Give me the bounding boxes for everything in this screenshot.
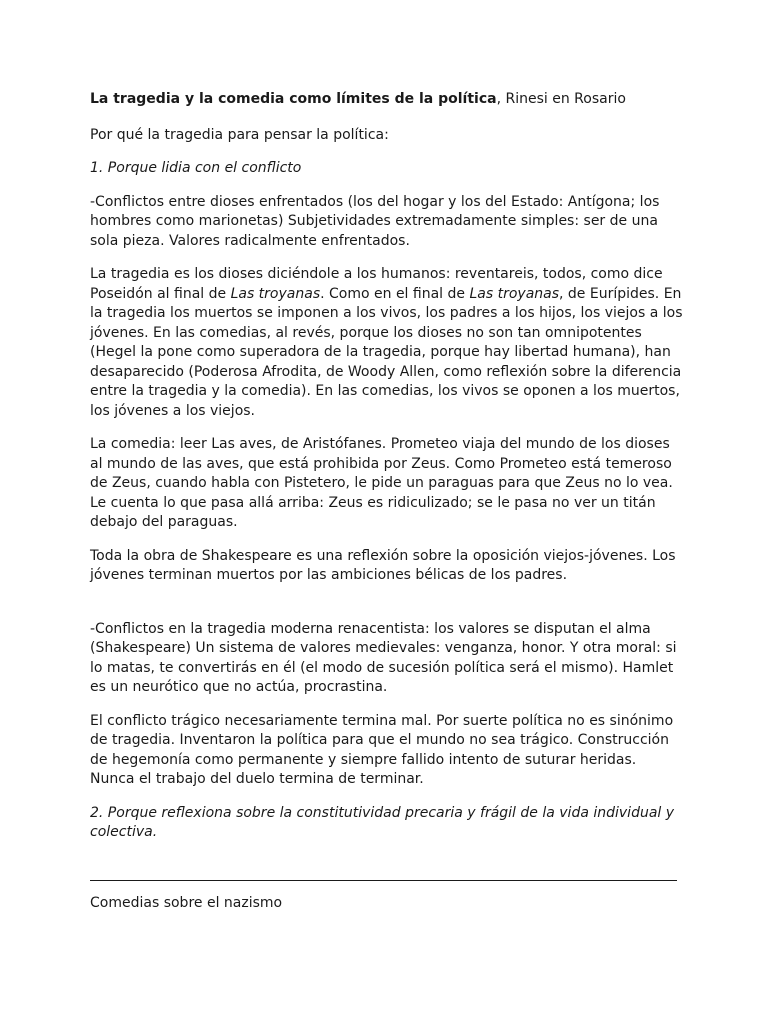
paragraph-6: El conflicto trágico necesariamente termina mal. Por suerte política no es sinónimo de tragedia. Inventaron la política para que el mundo no sea trágico. Construcción de hegemonía como permanente y siempre fallido intento de suturar heridas. Nunca el trabajo del duelo termina de terminar. — [90, 712, 674, 787]
paragraph-1: -Conflictos entre dioses enfrentados (los del hogar y los del Estado: Antígona; los hombres como marionetas) Subjetividades extremadamente simples: ser de una sola pieza. Valores radicalmente enfrentados. — [90, 193, 660, 249]
intro-paragraph: Por qué la tragedia para pensar la política: — [90, 126, 389, 143]
document-body — [90, 90, 685, 857]
footnote-text: Comedias sobre el nazismo — [90, 895, 283, 911]
paragraph-2-italic-2: Las troyanas — [469, 285, 560, 302]
paragraph-2-part-e: , de Eurípides. En la tragedia los muertos se imponen a los vivos, los padres a los hijos, los viejos a los jóvenes. En las comedias, al revés, porque los dioses no son tan omnipotentes (Hegel la pone como superadora de la tragedia, porque hay libertad humana), han desaparecido (Poderosa Afrodita, de Woody Allen, como reflexión sobre la diferencia entre la tragedia y la comedia). En las comedias, los vivos se oponen a los muertos, los jóvenes a los viejos. — [90, 285, 683, 419]
blank-line — [90, 600, 685, 620]
section-heading-2: 2. Porque reflexiona sobre la constitutividad precaria y frágil de la vida individual y colectiva. — [90, 804, 675, 840]
paragraph-2-part-c: . Como en el final de — [320, 285, 470, 302]
title-bold: La tragedia y la comedia como límites de la política — [90, 91, 497, 107]
paragraph-4: Toda la obra de Shakespeare es una reflexión sobre la oposición viejos-jóvenes. Los jóvenes terminan muertos por las ambiciones bélicas de los padres. — [90, 547, 676, 583]
paragraph-2 — [90, 265, 685, 421]
title-rest: , Rinesi en Rosario — [496, 91, 626, 107]
paragraph-5: -Conflictos en la tragedia moderna renacentista: los valores se disputan el alma (Shakespeare) Un sistema de valores medievales: venganza, honor. Y otra moral: si lo matas, te convertirás en él (el modo de sucesión política será el mismo). Hamlet es un neurótico que no actúa, procrastina. — [90, 620, 677, 695]
paragraph-2-part-a: La tragedia es los dioses diciéndole a los humanos: reventareis, todos, como dice Poseidón al final de — [90, 266, 663, 302]
section-heading-1: 1. Porque lidia con el conflicto — [90, 160, 302, 176]
footnote-separator — [90, 880, 677, 881]
paragraph-3: La comedia: leer Las aves, de Aristófanes. Prometeo viaja del mundo de los dioses al mundo de las aves, que está prohibida por Zeus. Como Prometeo está temeroso de Zeus, cuando habla con Pistetero, le pide un paraguas para que Zeus no lo vea. Le cuenta lo que pasa allá arriba: Zeus es ridiculizado; se le pasa no ver un titán debajo del paraguas. — [90, 436, 673, 530]
document-title — [90, 90, 685, 110]
paragraph-2-italic-1: Las troyanas — [230, 285, 321, 302]
